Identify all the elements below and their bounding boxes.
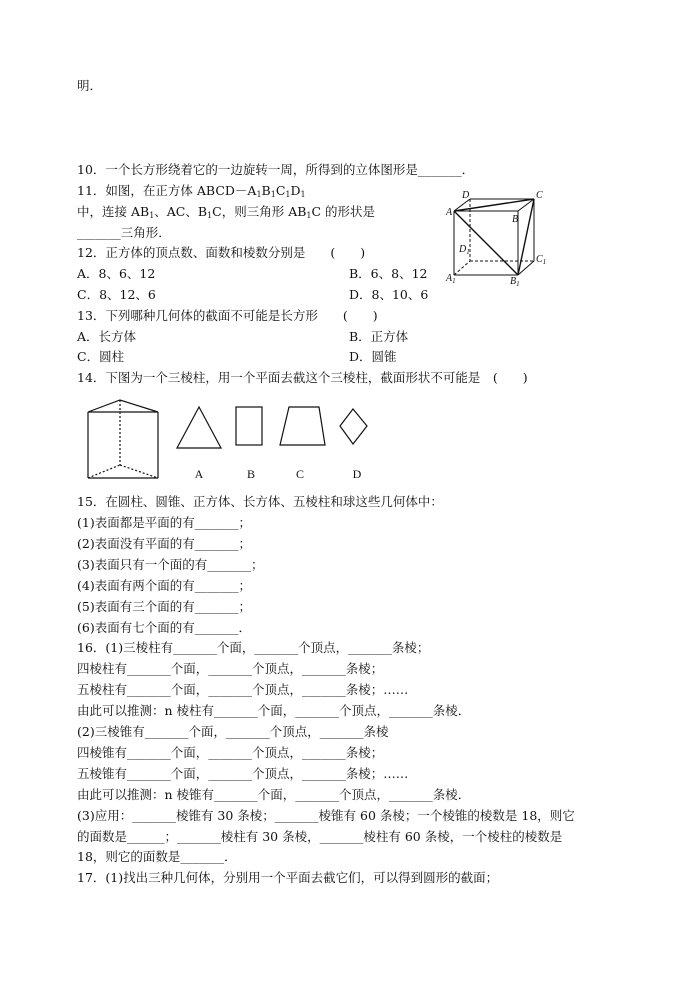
shape-a-triangle (177, 407, 221, 448)
question-11-line1: 11．如图，在正方体 $ABCD-A_1B_1C_1D_1$ (77, 183, 306, 199)
label-d: D (462, 190, 470, 201)
option-b: B．正方体 (349, 329, 409, 344)
prism-top-face (88, 400, 158, 412)
question-15-item: (6)表面有七个面的有_______． (77, 620, 251, 635)
question-15-item: (4)表面有两个面的有_______； (77, 578, 251, 593)
question-13-options-row1 (77, 329, 409, 345)
prism-hidden-edge (88, 465, 120, 478)
option-c: C．8、12、6 (77, 287, 156, 302)
question-11-line3: _______三角形． (77, 225, 171, 240)
label-a1: $A_1$ (446, 273, 456, 285)
shape-c-trapezoid (280, 407, 325, 445)
question-15-item: (1)表面都是平面的有_______； (77, 515, 251, 530)
question-16-line: 四棱锥有_______个面，_______个顶点，_______条棱； (77, 745, 384, 760)
option-a: A．长方体 (77, 329, 137, 344)
question-15-item: (5)表面有三个面的有_______； (77, 599, 251, 614)
shape-b-label: B (246, 467, 256, 481)
segment-ab1 (454, 211, 518, 275)
question-13-stem: 13．下列哪种几何体的截面不可能是长方形 ( ) (77, 308, 378, 323)
question-16-line: 16．(1)三棱柱有_______个面，_______个顶点，_______条棱； (77, 640, 430, 655)
label-a: A (446, 207, 453, 218)
shape-b-rectangle (236, 407, 262, 445)
question-16-line: 四棱柱有_______个面，_______个顶点，_______条棱； (77, 661, 384, 676)
question-16-line: 18，则它的面数是_______． (77, 849, 237, 864)
label-b: B (512, 214, 519, 225)
label-d1: $D_1$ (459, 244, 470, 256)
question-16-line: 五棱锥有_______个面，_______个顶点，_______条棱；…… (77, 766, 409, 781)
shape-d-label: D (352, 467, 362, 481)
question-16-line: 的面数是______；_______棱柱有 30 条棱，_______棱柱有 60 条棱，一个棱柱的棱数是 (77, 829, 563, 844)
question-15-item: (3)表面只有一个面的有_______； (77, 557, 264, 572)
question-12-options-row1 (77, 266, 428, 282)
label-c: C (536, 190, 543, 201)
question-16-line: 五棱柱有_______个面，_______个顶点，_______条棱；…… (77, 682, 409, 697)
question-10: 10．一个长方形绕着它的一边旋转一周，所得到的立体图形是_______． (77, 162, 475, 177)
question-17: 17．(1)找出三种几何体，分别用一个平面去截它们，可以得到圆形的截面； (77, 870, 499, 885)
option-d: D．8、10、6 (349, 287, 429, 302)
shape-d-rhombus (340, 409, 367, 444)
cube-figure (444, 188, 554, 288)
question-11-line2: 中，连接 $AB_1$、AC、$B_1C$，则三角形 $AB_1C$ 的形状是 (77, 204, 376, 220)
triangular-prism (88, 400, 158, 478)
option-c: C．圆柱 (77, 349, 125, 364)
question-16-line: 由此可以推测：n 棱柱有_______个面，_______个顶点，_______条棱． (77, 703, 471, 718)
question-12-options-row2 (77, 287, 429, 303)
shape-a-label: A (194, 467, 204, 481)
prism-hidden-edge (120, 465, 158, 478)
question-14-stem: 14．下图为一个三棱柱，用一个平面去截这个三棱柱，截面形状不可能是 ( ) (77, 370, 528, 385)
cube-hidden-edge (454, 261, 470, 275)
question-16-line: 由此可以推测：n 棱锥有_______个面，_______个顶点，_______条棱． (77, 787, 471, 802)
intro-text: 明． (77, 78, 103, 93)
question-12-stem: 12．正方体的顶点数、面数和棱数分别是 ( ) (77, 245, 366, 260)
q14-figures (80, 395, 380, 485)
option-d: D．圆锥 (349, 349, 397, 364)
question-16-line: (3)应用：_______棱锥有 30 条棱；_______棱锥有 60 条棱；一个棱锥的棱数是 18，则它 (77, 808, 575, 823)
label-c1: $C_1$ (536, 254, 547, 266)
option-a: A．8、6、12 (77, 266, 156, 281)
question-16-line: (2)三棱锥有_______个面，_______个顶点，_______条棱 (77, 724, 389, 739)
question-15-item: (2)表面没有平面的有_______； (77, 536, 251, 551)
label-b1: $B_1$ (510, 276, 520, 288)
question-13-options-row2 (77, 349, 397, 365)
shape-c-label: C (295, 467, 305, 481)
option-b: B．6、8、12 (349, 266, 428, 281)
question-15-stem: 15．在圆柱、圆锥、正方体、长方体、五棱柱和球这些几何体中： (77, 494, 443, 509)
